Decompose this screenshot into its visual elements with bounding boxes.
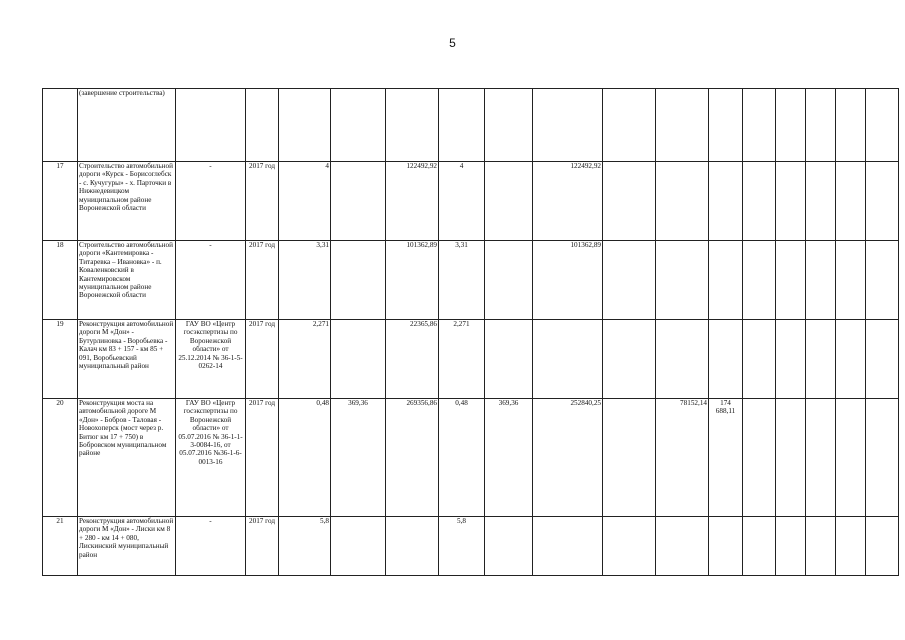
object-name-cell: Строительство автомобильной дороги «Кантемировка - Титаревка – Ивановка» - п. Коваленковский в Кантемировском муниципальном районе Воронежской области	[78, 241, 176, 320]
expertise-org-cell: ГАУ ВО «Центр госэкспертизы по Воронежской области» от 05.07.2016 № 36-1-1-3-0084-16, от 05.07.2016 №36-1-6-0013-16	[176, 399, 246, 517]
completion-year-cell: 2017 год	[246, 399, 279, 517]
bridge-length-2-cell	[485, 241, 533, 320]
completion-year-cell: 2017 год	[246, 162, 279, 241]
empty-cell	[776, 517, 806, 576]
completion-year-cell: 2017 год	[246, 320, 279, 399]
length-km-2-cell: 3,31	[439, 241, 485, 320]
cost-2-cell: 122492,92	[533, 162, 603, 241]
cost-2-cell: 252840,25	[533, 399, 603, 517]
empty-cell	[776, 320, 806, 399]
col-12-cell	[656, 320, 709, 399]
row-number-cell: 19	[43, 320, 78, 399]
bridge-length-cell	[331, 517, 386, 576]
table-row	[43, 162, 899, 241]
length-km-cell: 4	[279, 162, 331, 241]
empty-cell	[776, 162, 806, 241]
object-name-cell: (завершение строительства)	[78, 89, 176, 162]
bridge-length-2-cell: 369,36	[485, 399, 533, 517]
empty-cell	[776, 399, 806, 517]
length-km-cell: 2,271	[279, 320, 331, 399]
bridge-length-2-cell	[485, 517, 533, 576]
empty-cell	[866, 320, 899, 399]
cost-2-cell	[533, 320, 603, 399]
row-number-cell: 21	[43, 517, 78, 576]
empty-cell	[866, 89, 899, 162]
page-number: 5	[449, 36, 456, 50]
col-11-cell	[603, 517, 656, 576]
expertise-org-cell: ГАУ ВО «Центр госэкспертизы по Воронежской области» от 25.12.2014 № 36-1-5-0262-14	[176, 320, 246, 399]
total-cost-cell: 101362,89	[386, 241, 439, 320]
col-12-cell: 78152,14	[656, 399, 709, 517]
col-13-cell	[709, 241, 743, 320]
row-number-cell: 17	[43, 162, 78, 241]
completion-year-cell: 2017 год	[246, 517, 279, 576]
empty-cell	[836, 517, 866, 576]
bridge-length-cell	[331, 162, 386, 241]
bridge-length-2-cell	[485, 162, 533, 241]
empty-cell	[836, 241, 866, 320]
object-name-cell: Реконструкция автомобильной дороги М «Дон» - Бутурлиновка - Воробьевка - Калач км 83 + 157 - км 85 + 091, Воробьевский муниципальный район	[78, 320, 176, 399]
expertise-org-cell	[176, 89, 246, 162]
empty-cell	[866, 162, 899, 241]
col-11-cell	[603, 320, 656, 399]
empty-cell	[743, 399, 776, 517]
row-number-cell: 20	[43, 399, 78, 517]
length-km-2-cell: 5,8	[439, 517, 485, 576]
total-cost-cell	[386, 517, 439, 576]
length-km-2-cell: 2,271	[439, 320, 485, 399]
empty-cell	[806, 399, 836, 517]
bridge-length-2-cell	[485, 320, 533, 399]
length-km-2-cell: 4	[439, 162, 485, 241]
empty-cell	[806, 162, 836, 241]
empty-cell	[836, 89, 866, 162]
table-row	[43, 320, 899, 399]
length-km-2-cell	[439, 89, 485, 162]
col-13-cell: 174 688,11	[709, 399, 743, 517]
bridge-length-cell	[331, 241, 386, 320]
empty-cell	[743, 320, 776, 399]
expertise-org-cell: -	[176, 162, 246, 241]
completion-year-cell: 2017 год	[246, 241, 279, 320]
col-13-cell	[709, 162, 743, 241]
empty-cell	[836, 162, 866, 241]
empty-cell	[743, 517, 776, 576]
cost-2-cell	[533, 517, 603, 576]
table-row	[43, 89, 899, 162]
empty-cell	[776, 89, 806, 162]
object-name-cell: Строительство автомобильной дороги «Курск - Борисоглебск - с. Кучугуры» - х. Парточки в Нижнедевицком муниципальном районе Воронежской области	[78, 162, 176, 241]
length-km-cell: 3,31	[279, 241, 331, 320]
object-name-cell: Реконструкция моста на автомобильной дороге М «Дон» - Бобров - Таловая - Новохоперск (мост через р. Битюг км 17 + 750) в Бобровском муниципальном районе	[78, 399, 176, 517]
col-13-cell	[709, 517, 743, 576]
col-12-cell	[656, 241, 709, 320]
length-km-cell: 5,8	[279, 517, 331, 576]
length-km-cell	[279, 89, 331, 162]
col-11-cell	[603, 241, 656, 320]
object-name-cell: Реконструкция автомобильной дороги М «Дон» - Лиски км 8 + 280 - км 14 + 080, Лискинский муниципальный район	[78, 517, 176, 576]
empty-cell	[743, 162, 776, 241]
empty-cell	[806, 241, 836, 320]
empty-cell	[806, 517, 836, 576]
total-cost-cell: 122492,92	[386, 162, 439, 241]
table-row	[43, 517, 899, 576]
length-km-2-cell: 0,48	[439, 399, 485, 517]
empty-cell	[866, 517, 899, 576]
empty-cell	[776, 241, 806, 320]
empty-cell	[866, 399, 899, 517]
expertise-org-cell: -	[176, 241, 246, 320]
bridge-length-2-cell	[485, 89, 533, 162]
row-number-cell	[43, 89, 78, 162]
total-cost-cell: 269356,86	[386, 399, 439, 517]
cost-2-cell: 101362,89	[533, 241, 603, 320]
table-row	[43, 241, 899, 320]
expertise-org-cell: -	[176, 517, 246, 576]
empty-cell	[836, 320, 866, 399]
cost-2-cell	[533, 89, 603, 162]
table-row	[43, 399, 899, 517]
empty-cell	[866, 241, 899, 320]
col-13-cell	[709, 89, 743, 162]
empty-cell	[806, 89, 836, 162]
col-11-cell	[603, 162, 656, 241]
row-number-cell: 18	[43, 241, 78, 320]
data-table	[42, 88, 899, 576]
col-12-cell	[656, 517, 709, 576]
col-13-cell	[709, 320, 743, 399]
total-cost-cell	[386, 89, 439, 162]
total-cost-cell: 22365,86	[386, 320, 439, 399]
col-12-cell	[656, 89, 709, 162]
bridge-length-cell	[331, 89, 386, 162]
col-11-cell	[603, 399, 656, 517]
col-11-cell	[603, 89, 656, 162]
empty-cell	[743, 89, 776, 162]
empty-cell	[806, 320, 836, 399]
empty-cell	[743, 241, 776, 320]
col-12-cell	[656, 162, 709, 241]
completion-year-cell	[246, 89, 279, 162]
length-km-cell: 0,48	[279, 399, 331, 517]
empty-cell	[836, 399, 866, 517]
bridge-length-cell	[331, 320, 386, 399]
bridge-length-cell: 369,36	[331, 399, 386, 517]
